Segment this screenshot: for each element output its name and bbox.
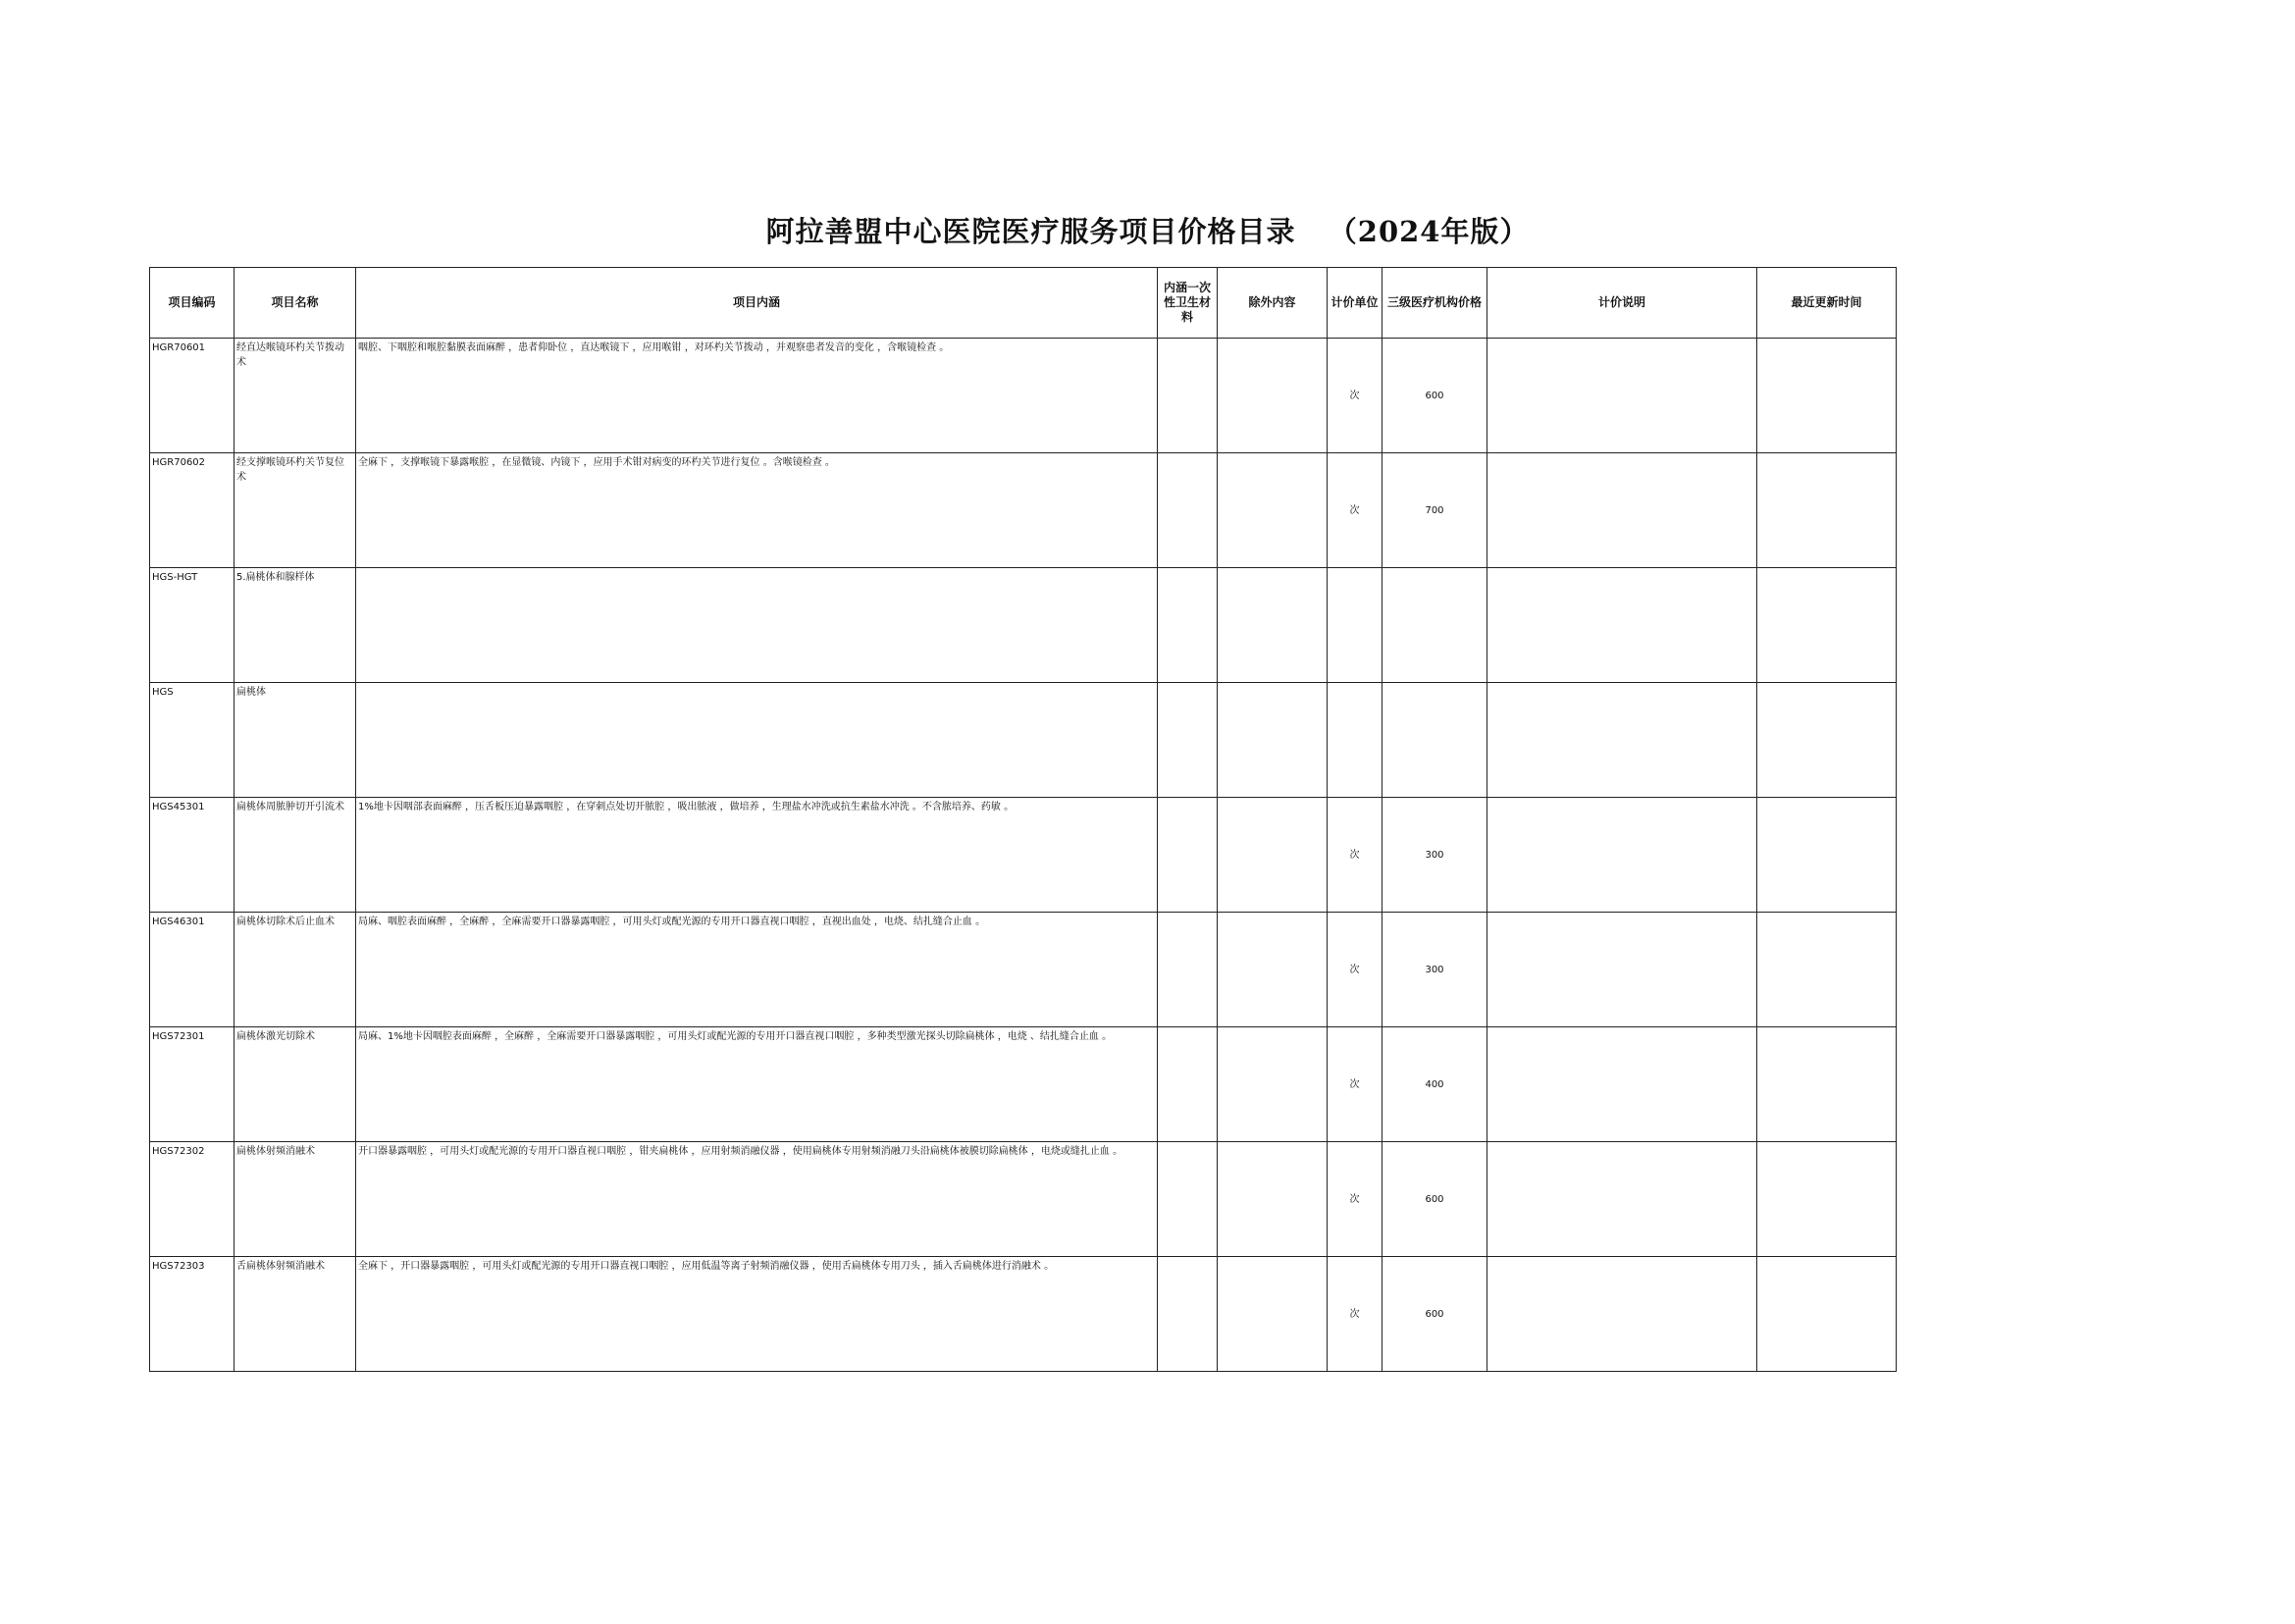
header-row	[150, 268, 1897, 339]
cell-content: 局麻、1%地卡因咽腔表面麻醉 ，全麻醉 ，全麻需要开口器暴露咽腔 ，可用头灯或配光源的专用开口器直视口咽腔 ，多种类型激光探头切除扁桃体 ，电烧 、结扎缝合止血 。	[356, 1027, 1158, 1142]
cell-unit: 次	[1328, 1257, 1382, 1372]
cell-price: 600	[1382, 1257, 1487, 1372]
cell-content	[356, 683, 1158, 798]
cell-unit: 次	[1328, 453, 1382, 568]
cell-name: 扁桃体射频消融术	[235, 1142, 356, 1257]
header-excluded: 除外内容	[1218, 268, 1328, 339]
cell-code: HGS72303	[150, 1257, 235, 1372]
cell-code: HGS	[150, 683, 235, 798]
cell-materials	[1158, 798, 1218, 913]
cell-code: HGS46301	[150, 913, 235, 1027]
cell-excluded	[1218, 568, 1328, 683]
cell-excluded	[1218, 1257, 1328, 1372]
cell-name: 扁桃体周脓肿切开引流术	[235, 798, 356, 913]
cell-content: 全麻下 ，支撑喉镜下暴露喉腔 ，在显微镜、内镜下 ，应用手术钳对病变的环杓关节进行复位 。含喉镜检查 。	[356, 453, 1158, 568]
table-row	[150, 1257, 1897, 1372]
cell-code: HGS-HGT	[150, 568, 235, 683]
cell-name: 舌扁桃体射频消融术	[235, 1257, 356, 1372]
cell-unit: 次	[1328, 798, 1382, 913]
cell-content: 1%地卡因咽部表面麻醉 ，压舌板压迫暴露咽腔 ，在穿刺点处切开脓腔 ，吸出脓液 ，做培养 ，生理盐水冲洗或抗生素盐水冲洗 。不含脓培养、药敏 。	[356, 798, 1158, 913]
cell-content: 开口器暴露咽腔 ，可用头灯或配光源的专用开口器直视口咽腔 ，钳夹扁桃体 ，应用射频消融仪器 ，使用扁桃体专用射频消融刀头沿扁桃体被膜切除扁桃体 ，电烧或缝扎止血 。	[356, 1142, 1158, 1257]
cell-updated	[1757, 1027, 1897, 1142]
header-note: 计价说明	[1487, 268, 1757, 339]
document-title: 阿拉善盟中心医院医疗服务项目价格目录 （2024年版）	[765, 215, 1530, 248]
cell-unit	[1328, 568, 1382, 683]
cell-excluded	[1218, 453, 1328, 568]
header-name: 项目名称	[235, 268, 356, 339]
cell-note	[1487, 683, 1757, 798]
cell-updated	[1757, 913, 1897, 1027]
cell-updated	[1757, 339, 1897, 453]
table-row	[150, 913, 1897, 1027]
cell-price	[1382, 683, 1487, 798]
cell-name: 5.扁桃体和腺样体	[235, 568, 356, 683]
cell-code: HGS72302	[150, 1142, 235, 1257]
cell-excluded	[1218, 798, 1328, 913]
cell-note	[1487, 453, 1757, 568]
cell-materials	[1158, 453, 1218, 568]
header-content: 项目内涵	[356, 268, 1158, 339]
cell-price: 700	[1382, 453, 1487, 568]
cell-updated	[1757, 1257, 1897, 1372]
cell-price: 300	[1382, 798, 1487, 913]
header-price: 三级医疗机构价格	[1382, 268, 1487, 339]
table-row	[150, 798, 1897, 913]
cell-note	[1487, 1257, 1757, 1372]
cell-note	[1487, 1027, 1757, 1142]
cell-content: 局麻、咽腔表面麻醉 ，全麻醉 ，全麻需要开口器暴露咽腔 ，可用头灯或配光源的专用开口器直视口咽腔 ，直视出血处 ，电烧、结扎缝合止血 。	[356, 913, 1158, 1027]
cell-updated	[1757, 683, 1897, 798]
cell-note	[1487, 913, 1757, 1027]
cell-code: HGS72301	[150, 1027, 235, 1142]
cell-materials	[1158, 568, 1218, 683]
cell-excluded	[1218, 1142, 1328, 1257]
cell-price: 600	[1382, 1142, 1487, 1257]
cell-updated	[1757, 568, 1897, 683]
cell-materials	[1158, 1257, 1218, 1372]
table-row	[150, 453, 1897, 568]
cell-name: 扁桃体激光切除术	[235, 1027, 356, 1142]
cell-materials	[1158, 683, 1218, 798]
cell-materials	[1158, 913, 1218, 1027]
cell-content: 全麻下 ，开口器暴露咽腔 ，可用头灯或配光源的专用开口器直视口咽腔 ，应用低温等离子射频消融仪器 ，使用舌扁桃体专用刀头 ，插入舌扁桃体进行消融术 。	[356, 1257, 1158, 1372]
cell-note	[1487, 568, 1757, 683]
cell-note	[1487, 1142, 1757, 1257]
cell-code: HGR70602	[150, 453, 235, 568]
cell-updated	[1757, 798, 1897, 913]
cell-name: 经支撑喉镜环杓关节复位术	[235, 453, 356, 568]
cell-price: 400	[1382, 1027, 1487, 1142]
cell-note	[1487, 798, 1757, 913]
cell-content: 咽腔、下咽腔和喉腔黏膜表面麻醉 ，患者仰卧位 ，直达喉镜下 ，应用喉钳 ，对环杓关节拨动 ，并观察患者发音的变化 ，含喉镜检查 。	[356, 339, 1158, 453]
header-updated: 最近更新时间	[1757, 268, 1897, 339]
cell-note	[1487, 339, 1757, 453]
cell-excluded	[1218, 913, 1328, 1027]
cell-unit: 次	[1328, 913, 1382, 1027]
cell-materials	[1158, 1142, 1218, 1257]
cell-unit	[1328, 683, 1382, 798]
table-body	[150, 339, 1897, 1372]
cell-price: 300	[1382, 913, 1487, 1027]
table-row	[150, 1142, 1897, 1257]
cell-price	[1382, 568, 1487, 683]
cell-excluded	[1218, 339, 1328, 453]
cell-name: 扁桃体	[235, 683, 356, 798]
cell-materials	[1158, 339, 1218, 453]
header-unit: 计价单位	[1328, 268, 1382, 339]
cell-price: 600	[1382, 339, 1487, 453]
cell-unit: 次	[1328, 339, 1382, 453]
table-row	[150, 339, 1897, 453]
header-materials: 内涵一次性卫生材料	[1158, 268, 1218, 339]
price-table	[149, 267, 1897, 1372]
cell-updated	[1757, 1142, 1897, 1257]
cell-name: 扁桃体切除术后止血术	[235, 913, 356, 1027]
table-header	[150, 268, 1897, 339]
cell-code: HGS45301	[150, 798, 235, 913]
cell-code: HGR70601	[150, 339, 235, 453]
cell-unit: 次	[1328, 1142, 1382, 1257]
cell-name: 经直达喉镜环杓关节拨动术	[235, 339, 356, 453]
cell-content	[356, 568, 1158, 683]
cell-excluded	[1218, 683, 1328, 798]
table-row	[150, 568, 1897, 683]
header-code: 项目编码	[150, 268, 235, 339]
table-row	[150, 1027, 1897, 1142]
cell-materials	[1158, 1027, 1218, 1142]
cell-updated	[1757, 453, 1897, 568]
table-row	[150, 683, 1897, 798]
cell-unit: 次	[1328, 1027, 1382, 1142]
cell-excluded	[1218, 1027, 1328, 1142]
